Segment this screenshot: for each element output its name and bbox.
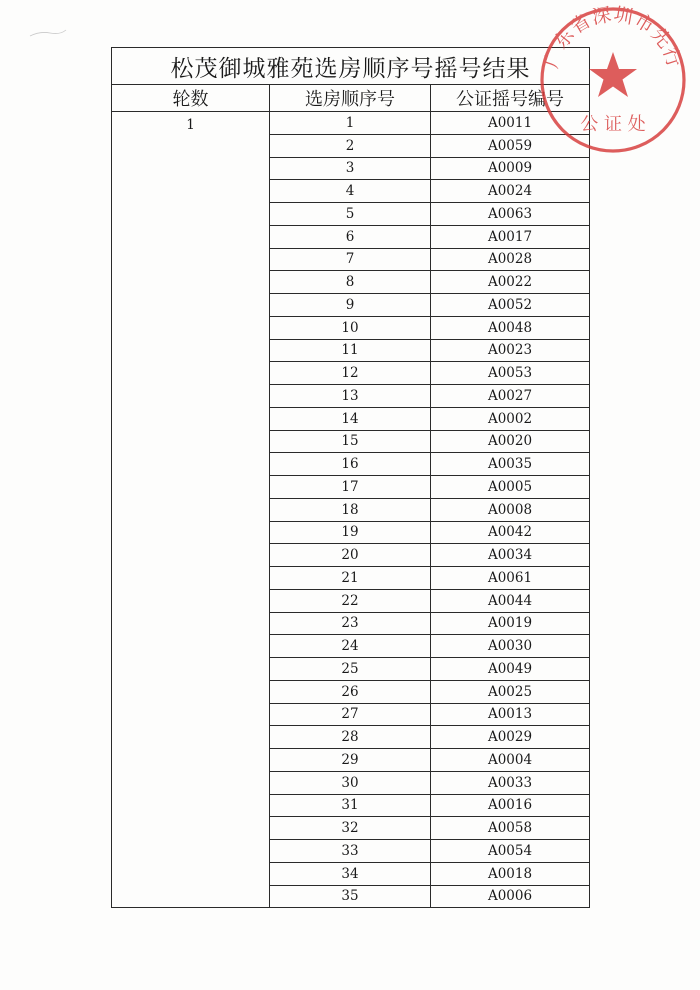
code-cell: A0018	[431, 862, 590, 885]
order-cell: 26	[270, 680, 431, 703]
scan-smudge	[28, 28, 68, 38]
code-cell: A0024	[431, 180, 590, 203]
document-title: 松茂御城雅苑选房顺序号摇号结果	[112, 48, 590, 85]
header-order: 选房顺序号	[270, 85, 431, 112]
code-cell: A0005	[431, 476, 590, 499]
order-cell: 13	[270, 385, 431, 408]
order-cell: 14	[270, 407, 431, 430]
code-cell: A0063	[431, 203, 590, 226]
code-cell: A0009	[431, 157, 590, 180]
code-cell: A0030	[431, 635, 590, 658]
code-cell: A0052	[431, 294, 590, 317]
code-cell: A0028	[431, 248, 590, 271]
code-cell: A0013	[431, 703, 590, 726]
code-cell: A0049	[431, 658, 590, 681]
svg-text:公 证 处: 公 证 处	[580, 114, 646, 135]
order-cell: 32	[270, 817, 431, 840]
code-cell: A0053	[431, 362, 590, 385]
code-cell: A0042	[431, 521, 590, 544]
code-cell: A0033	[431, 771, 590, 794]
order-cell: 23	[270, 612, 431, 635]
header-round: 轮数	[112, 85, 270, 112]
code-cell: A0011	[431, 112, 590, 135]
order-cell: 31	[270, 794, 431, 817]
code-cell: A0019	[431, 612, 590, 635]
code-cell: A0008	[431, 498, 590, 521]
order-cell: 11	[270, 339, 431, 362]
code-cell: A0006	[431, 885, 590, 908]
order-cell: 20	[270, 544, 431, 567]
order-cell: 1	[270, 112, 431, 135]
code-cell: A0044	[431, 589, 590, 612]
order-cell: 15	[270, 430, 431, 453]
order-cell: 18	[270, 498, 431, 521]
svg-text:广东省深圳市先行: 广东省深圳市先行	[540, 3, 686, 71]
code-cell: A0027	[431, 385, 590, 408]
order-cell: 29	[270, 749, 431, 772]
header-row	[112, 85, 590, 112]
order-cell: 19	[270, 521, 431, 544]
code-cell: A0025	[431, 680, 590, 703]
title-row	[112, 48, 590, 85]
code-cell: A0004	[431, 749, 590, 772]
code-cell: A0023	[431, 339, 590, 362]
order-cell: 8	[270, 271, 431, 294]
code-cell: A0029	[431, 726, 590, 749]
order-cell: 35	[270, 885, 431, 908]
lottery-result-table	[111, 47, 590, 908]
order-cell: 4	[270, 180, 431, 203]
code-cell: A0034	[431, 544, 590, 567]
order-cell: 28	[270, 726, 431, 749]
order-cell: 12	[270, 362, 431, 385]
order-cell: 6	[270, 225, 431, 248]
order-cell: 22	[270, 589, 431, 612]
code-cell: A0058	[431, 817, 590, 840]
code-cell: A0022	[431, 271, 590, 294]
code-cell: A0002	[431, 407, 590, 430]
code-cell: A0035	[431, 453, 590, 476]
order-cell: 21	[270, 567, 431, 590]
order-cell: 16	[270, 453, 431, 476]
order-cell: 34	[270, 862, 431, 885]
order-cell: 3	[270, 157, 431, 180]
code-cell: A0059	[431, 134, 590, 157]
round-cell: 1	[112, 112, 270, 908]
order-cell: 17	[270, 476, 431, 499]
order-cell: 30	[270, 771, 431, 794]
order-cell: 5	[270, 203, 431, 226]
order-cell: 2	[270, 134, 431, 157]
table-row	[112, 112, 590, 135]
code-cell: A0020	[431, 430, 590, 453]
order-cell: 33	[270, 840, 431, 863]
order-cell: 10	[270, 316, 431, 339]
code-cell: A0048	[431, 316, 590, 339]
code-cell: A0054	[431, 840, 590, 863]
order-cell: 9	[270, 294, 431, 317]
code-cell: A0017	[431, 225, 590, 248]
order-cell: 7	[270, 248, 431, 271]
header-code: 公证摇号编号	[431, 85, 590, 112]
code-cell: A0016	[431, 794, 590, 817]
order-cell: 25	[270, 658, 431, 681]
code-cell: A0061	[431, 567, 590, 590]
order-cell: 24	[270, 635, 431, 658]
order-cell: 27	[270, 703, 431, 726]
